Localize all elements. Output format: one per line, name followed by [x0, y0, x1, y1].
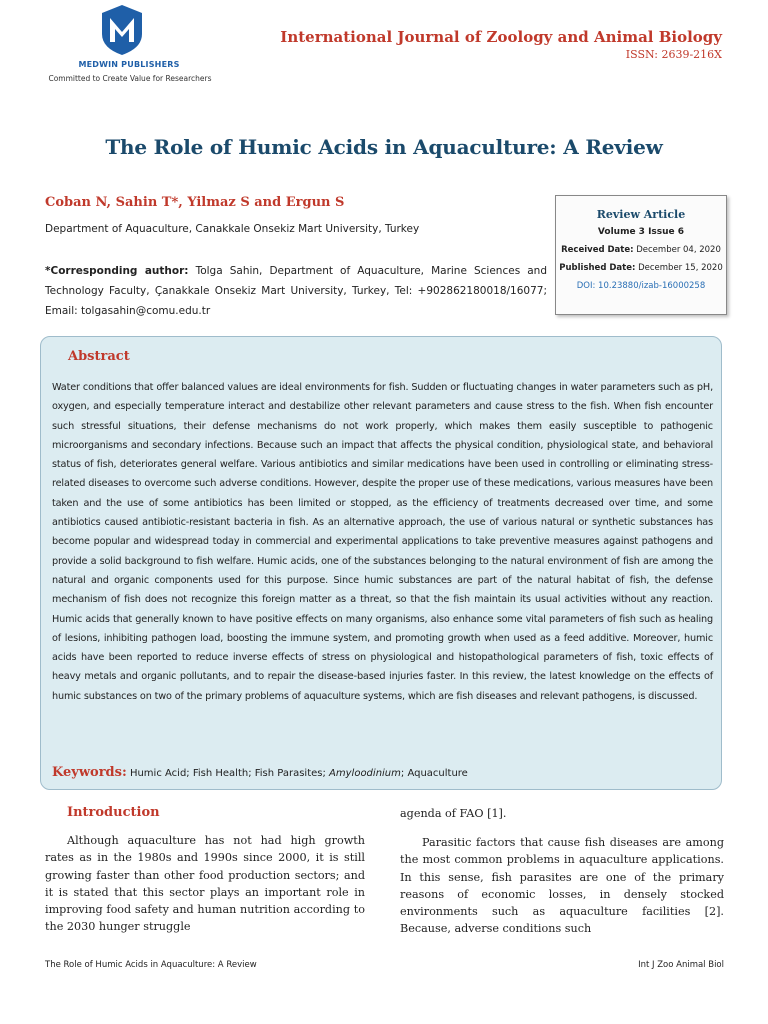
- keywords: [52, 765, 468, 780]
- keywords-label: Keywords:: [52, 765, 127, 780]
- journal-title: International Journal of Zoology and Animal Biology: [280, 28, 722, 46]
- medwin-shield-icon: [100, 4, 144, 56]
- publisher-tagline: Committed to Create Value for Researchers: [48, 74, 212, 83]
- published-label: Published Date:: [559, 263, 636, 273]
- article-title: The Role of Humic Acids in Aquaculture: A Review: [105, 135, 663, 159]
- article-type: Review Article: [596, 208, 686, 221]
- introduction-heading: Introduction: [67, 805, 160, 820]
- article-info-box: [555, 195, 727, 315]
- abstract-text: Water conditions that offer balanced values are ideal environments for fish. Sudden or fluctuating changes in water parameters such as pH, oxygen, and especially temperature interact and destabilize other relevant parameters and cause stress to the fish. When fish encounter such stressful situations, their defense mechanisms do not work properly, which makes them easily susceptible to pathogenic microorganisms and secondary infections. Because such an impact that affects the physical condition, physiological state, and behavioral status of fish, deteriorates general welfare. Various antibiotics and similar medications have been used in controlling or eliminating stress-related diseases to overcome such adverse conditions. However, despite the proper use of these medications, various measures have been taken and the use of some antibiotics has been limited or stopped, as the efficiency of treatments decreased over time, and some antibiotics caused antibiotic-resistant bacteria in fish. As an alternative approach, the use of various natural or synthetic substances has become popular and widespread today in commercial and experimental applications to take preventive measures against pathogens and provide a solid background to fish welfare. Humic acids, one of the substances belonging to the natural environment of fish are among the natural and organic components used for this purpose. Since humic substances are part of the natural habitat of fish, the defense mechanism of fish does not recognize this foreign matter as a threat, so that the fish maintain its usual activities without any reaction. Humic acids that generally known to have positive effects on many organisms, also enhance some vital parameters of fish such as healing of lesions, inhibiting pathogen load, boosting the immune system, and promoting growth when used as a feed additive. Moreover, humic acids have been reported to reduce inverse effects of stress on physiological and histopathological parameters of fish, toxic effects of heavy metals and organic pollutants, and to repair the disease-based injuries faster. In this review, the latest knowledge on the effects of humic substances on two of the primary problems of aquaculture systems, which are fish diseases and relevant pathogens, is discussed.: [52, 382, 713, 702]
- corresponding-author: [45, 261, 547, 321]
- corresponding-text: Tolga Sahin, Department of Aquaculture, Marine Sciences and Technology Faculty, Çanakkale Onsekiz Mart University, Turkey, Tel: +902862180018/16077; Email: tolgasahin@comu.edu.tr: [45, 265, 547, 317]
- publisher-name: MEDWIN PUBLISHERS: [78, 60, 180, 69]
- received-label: Received Date:: [561, 245, 634, 255]
- footer-journal-abbrev: Int J Zoo Animal Biol: [638, 960, 724, 970]
- volume-issue: Volume 3 Issue 6: [597, 227, 685, 237]
- journal-issn: ISSN: 2639-216X: [625, 48, 722, 61]
- received-value: December 04, 2020: [633, 245, 721, 255]
- abstract-heading: Abstract: [68, 349, 130, 364]
- publisher-logo: [40, 4, 220, 84]
- keywords-part1: Humic Acid; Fish Health; Fish Parasites;: [126, 768, 330, 779]
- received-date: [556, 245, 726, 255]
- affiliation: Department of Aquaculture, Canakkale Onsekiz Mart University, Turkey: [45, 223, 420, 235]
- footer-running-title: The Role of Humic Acids in Aquaculture: A Review: [45, 960, 257, 970]
- keywords-part2: ; Aquaculture: [400, 768, 468, 779]
- published-value: December 15, 2020: [635, 263, 723, 273]
- published-date: [556, 263, 726, 273]
- intro-paragraph-right-continued: agenda of FAO [1].: [400, 807, 507, 820]
- intro-paragraph-right: Parasitic factors that cause fish diseases are among the most common problems in aquaculture applications. In this sense, fish parasites are one of the primary reasons of economic losses, in densely stocked environments such as aquaculture facilities [2]. Because, adverse conditions such: [400, 836, 724, 936]
- corresponding-label: *Corresponding author:: [45, 265, 189, 277]
- keywords-italic: Amyloodinium: [329, 768, 401, 779]
- doi-link[interactable]: DOI: 10.23880/izab-16000258: [576, 281, 706, 291]
- intro-paragraph-left: Although aquaculture has not had high growth rates as in the 1980s and 1990s since 2000, it is still growing faster than other food production sectors; and it is stated that this sector plays an important role in improving food safety and human nutrition according to the 2030 hunger struggle: [45, 834, 365, 934]
- authors: Coban N, Sahin T*, Yilmaz S and Ergun S: [45, 195, 345, 210]
- abstract-box: [40, 336, 722, 790]
